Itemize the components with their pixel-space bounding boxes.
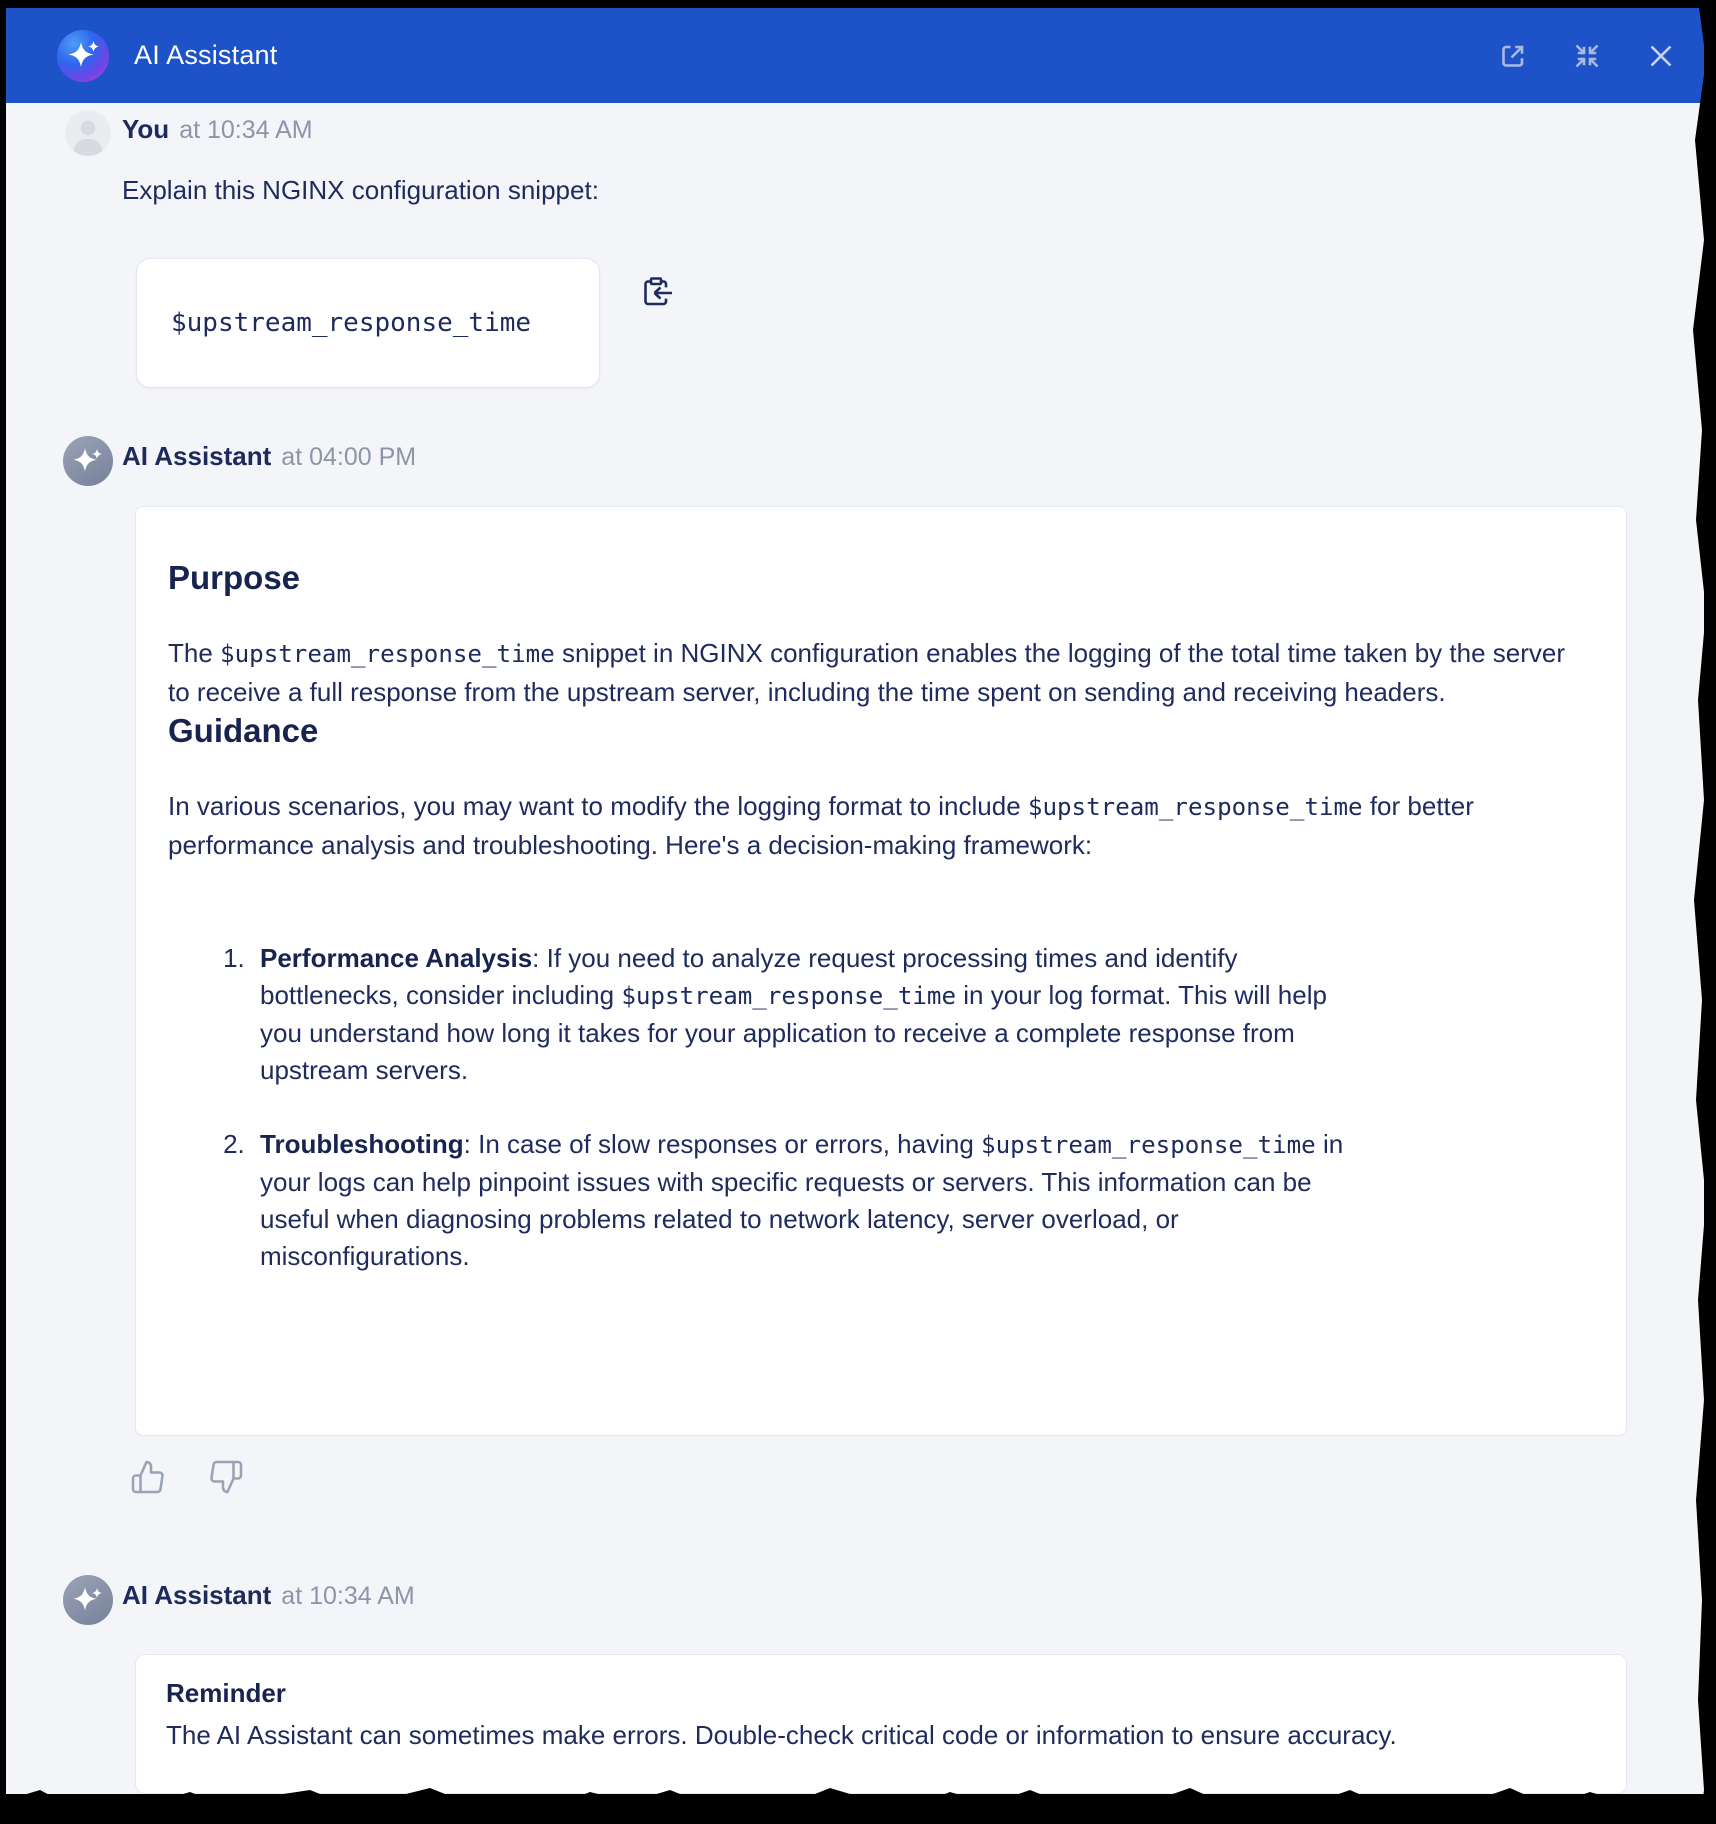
- list-item: 2. Troubleshooting: In case of slow responses or errors, having $upstream_response_time in your logs can help pinpoint issues with specific requests or servers. This information can be useful when diagnosing problems related to network latency, server overload, or misconfigurations.: [252, 1126, 1345, 1275]
- thumb-up-icon: [130, 1459, 166, 1495]
- code-snippet: $upstream_response_time: [171, 308, 532, 338]
- purpose-paragraph: The $upstream_response_time snippet in NGINX configuration enables the logging of the total time taken by the server to receive a full response from the upstream server, including the time spent on sending and receiving headers.: [168, 638, 1566, 707]
- reminder-text: The AI Assistant can sometimes make errors. Double-check critical code or information to ensure accuracy.: [166, 1720, 1397, 1750]
- message-header: [122, 1574, 1704, 1611]
- code-snippet-row: [136, 258, 1704, 388]
- collapse-icon: [1572, 41, 1602, 71]
- ai-assistant-panel: [6, 8, 1704, 1794]
- timestamp: at 04:00 PM: [281, 443, 417, 471]
- message-header: [122, 108, 1704, 145]
- open-in-new-window-icon: [1498, 41, 1528, 71]
- guidance-paragraph: In various scenarios, you may want to modify the logging format to include $upstream_response_time for better performance analysis and troubleshooting. Here's a decision-making framework:: [168, 791, 1474, 860]
- author-name: AI Assistant: [122, 1580, 272, 1610]
- ai-assistant-avatar: [62, 1574, 114, 1626]
- author-name: You: [122, 114, 170, 144]
- author-name: AI Assistant: [122, 441, 272, 471]
- panel-title: AI Assistant: [134, 40, 278, 70]
- ai-assistant-avatar: [62, 435, 114, 487]
- header-actions: [1498, 41, 1678, 71]
- feedback-row: [130, 1459, 1704, 1495]
- copy-to-clipboard-button[interactable]: [638, 275, 674, 311]
- like-button[interactable]: [130, 1459, 166, 1495]
- decision-framework-list: [168, 940, 1586, 1275]
- code-snippet-card: [136, 258, 600, 388]
- clipboard-paste-icon: [638, 275, 674, 311]
- chat-scroll-area[interactable]: [6, 108, 1704, 1794]
- list-item: 1. Performance Analysis: If you need to analyze request processing times and identify bottlenecks, consider including $upstream_response_time in your log format. This will help you understand how long it takes for your application to receive a complete response from upstream servers.: [252, 940, 1345, 1089]
- timestamp: at 10:34 AM: [179, 116, 313, 144]
- collapse-button[interactable]: [1572, 41, 1602, 71]
- close-icon: [1646, 41, 1676, 71]
- ai-assistant-logo-icon: [56, 29, 110, 83]
- timestamp: at 10:34 AM: [281, 1582, 415, 1610]
- message-header: [122, 435, 1704, 472]
- message-assistant: [62, 435, 1704, 1495]
- reminder-card: [135, 1654, 1627, 1794]
- assistant-response-card: [135, 506, 1627, 1436]
- close-button[interactable]: [1646, 41, 1676, 71]
- reminder-heading: Reminder: [166, 1678, 286, 1708]
- dislike-button[interactable]: [208, 1459, 244, 1495]
- panel-header: [6, 8, 1704, 103]
- message-assistant-reminder: [62, 1574, 1704, 1794]
- section-heading-guidance: Guidance: [168, 712, 319, 749]
- thumb-down-icon: [208, 1459, 244, 1495]
- user-avatar: [65, 110, 111, 156]
- message-user: [62, 108, 1704, 388]
- user-message-text: Explain this NGINX configuration snippet:: [122, 175, 599, 205]
- section-heading-purpose: Purpose: [168, 559, 301, 596]
- open-in-new-window-button[interactable]: [1498, 41, 1528, 71]
